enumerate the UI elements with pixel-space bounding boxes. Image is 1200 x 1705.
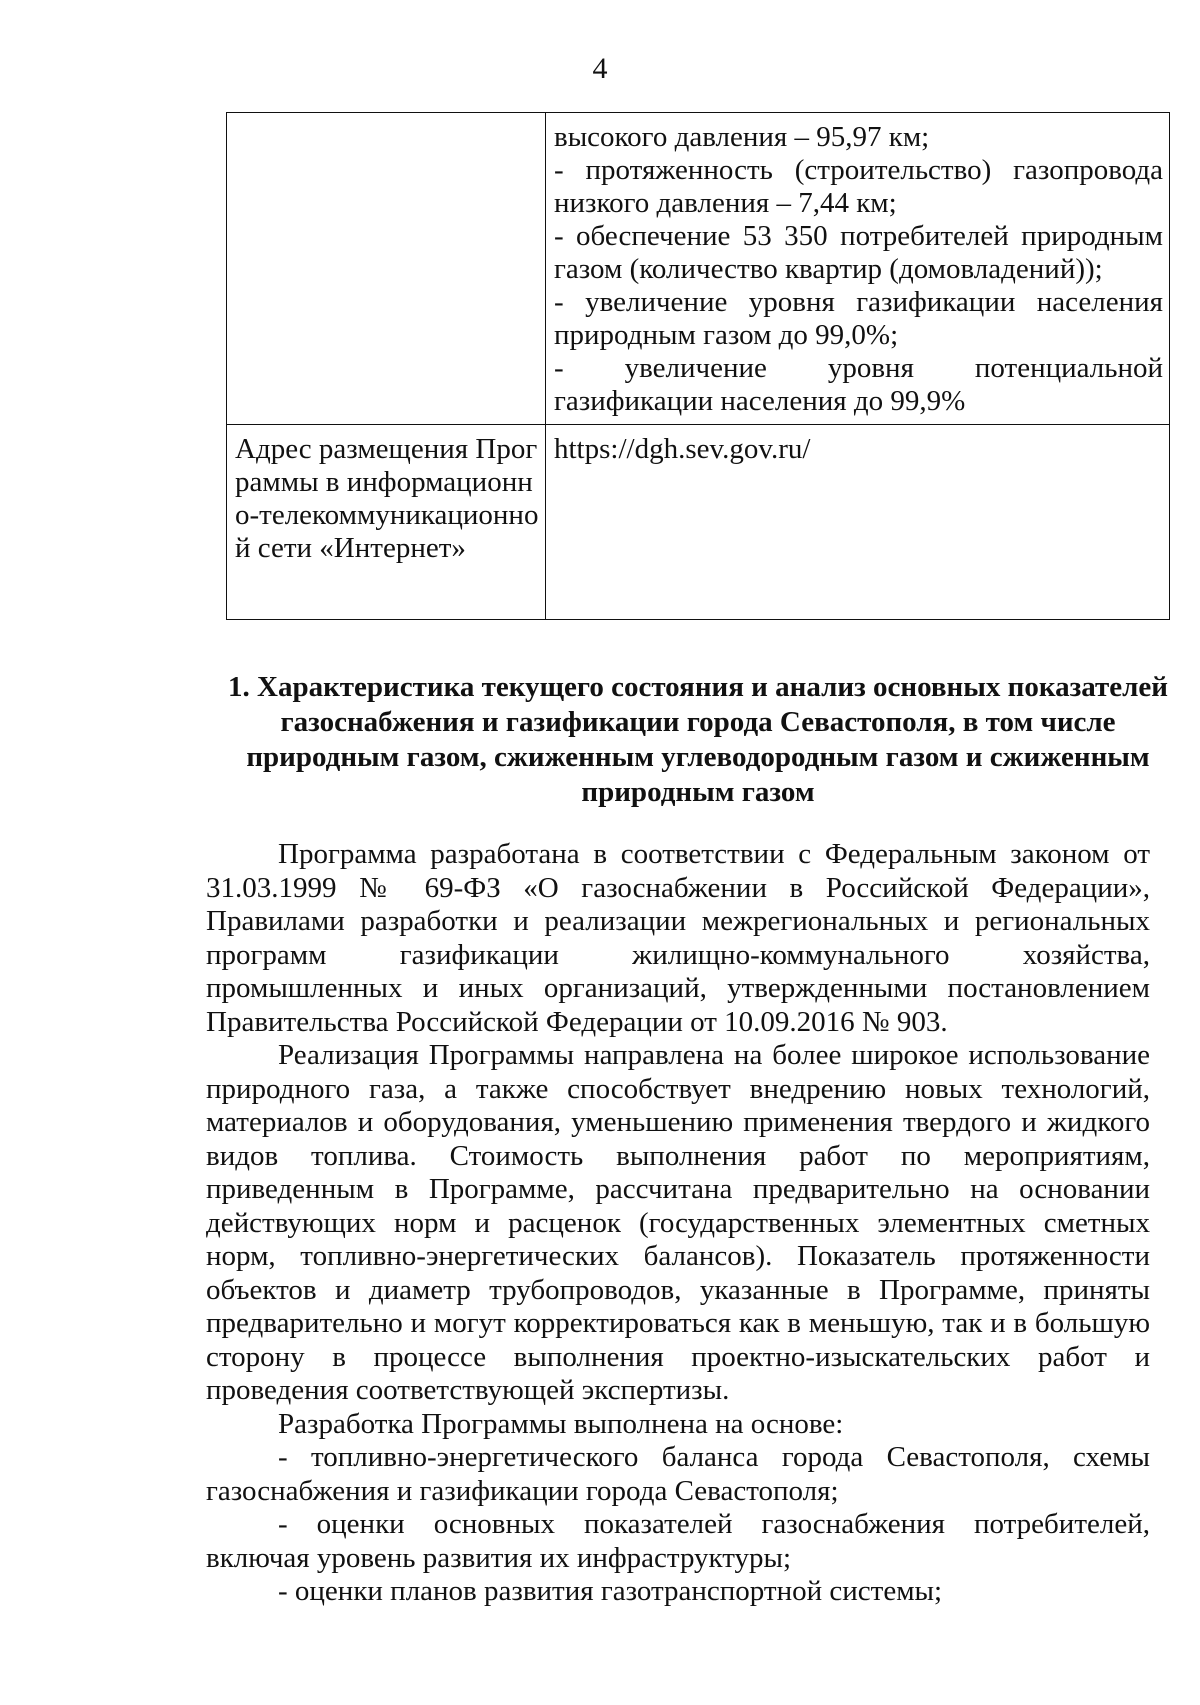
section-title: 1. Характеристика текущего состояния и анализ основных показателей газоснабжения и газификации города Севастополя, в том числе природным газом, сжиженным углеводородным газом и сжиженным природным газом (228, 671, 1168, 808)
value-line: высокого давления – 95,97 км; (554, 121, 930, 153)
page-number: 4 (592, 52, 608, 85)
paragraph: - топливно-энергетического баланса города Севастополя, схемы газоснабжения и газификации города Севастополя; (206, 1441, 1150, 1507)
value-line: - увеличение уровня потенциальной газификации населения до 99,9% (554, 352, 1163, 417)
table-cell-label (227, 113, 546, 425)
paragraph: - оценки планов развития газотранспортной системы; (278, 1575, 943, 1607)
value-line: - протяженность (строительство) газопровода низкого давления – 7,44 км; (554, 154, 1163, 219)
table-cell-value (546, 113, 1170, 425)
table-row (227, 113, 1170, 425)
value-line: - увеличение уровня газификации населения природным газом до 99,0%; (554, 286, 1163, 351)
table-row (227, 425, 1170, 620)
table-cell-value (546, 425, 1170, 620)
value-line: - обеспечение 53 350 потребителей природным газом (количество квартир (домовладений)); (554, 220, 1163, 285)
paragraph: - оценки основных показателей газоснабжения потребителей, включая уровень развития их инфраструктуры; (206, 1508, 1150, 1574)
table-cell-label: Адрес размещения Программы в информационно-телекоммуникационной сети «Интернет» (227, 425, 546, 620)
paragraph: Программа разработана в соответствии с Федеральным законом от 31.03.1999 № 69-ФЗ «О газоснабжении в Российской Федерации», Правилами разработки и реализации межрегиональных и региональных программ газификации жилищно-коммунального хозяйства, промышленных и иных организаций, утвержденными постановлением Правительства Российской Федерации от 10.09.2016 № 903. (206, 838, 1150, 1038)
program-passport-table (226, 112, 1170, 620)
section-body (206, 838, 1150, 1609)
program-url-link[interactable]: https://dgh.sev.gov.ru/ (554, 433, 811, 465)
paragraph: Разработка Программы выполнена на основе: (278, 1407, 844, 1440)
paragraph: Реализация Программы направлена на более широкое использование природного газа, а также способствует внедрению новых технологий, материалов и оборудования, уменьшению применения твердого и жидкого видов топлива. Стоимость выполнения работ по мероприятиям, приведенным в Программе, рассчитана предварительно на основании действующих норм и расценок (государственных элементных сметных норм, топливно-энергетических балансов). Показатель протяженности объектов и диаметр трубопроводов, указанные в Программе, приняты предварительно и могут корректироваться как в меньшую, так и в большую сторону в процессе выполнения проектно-изыскательских работ и проведения соответствующей экспертизы. (206, 1039, 1150, 1406)
